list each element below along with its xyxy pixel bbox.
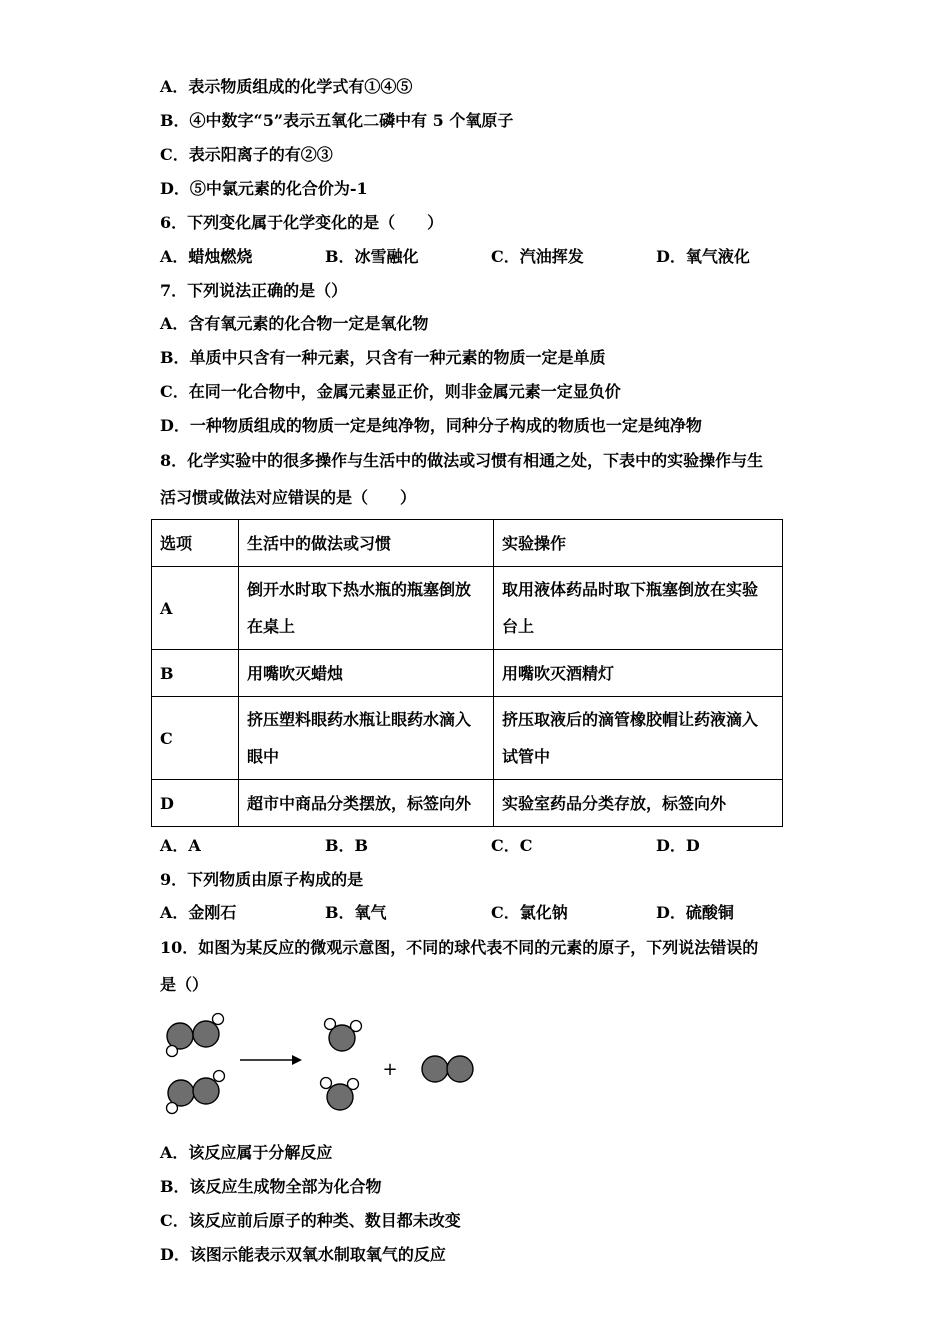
reactant-molecule-1: [167, 1014, 224, 1057]
q9-option-d: D．硫酸铜: [656, 903, 734, 922]
reaction-arrow-icon: [240, 1055, 302, 1065]
atom-small: [325, 1019, 336, 1030]
q6-stem: 6．下列变化属于化学变化的是（ ）: [160, 213, 444, 232]
reactant-molecule-2: [167, 1071, 225, 1114]
table-cell-option: D: [152, 780, 239, 827]
q9-option-c: C．氯化钠: [491, 903, 568, 922]
atom-small: [167, 1103, 178, 1114]
atom-small: [167, 1046, 178, 1057]
product-molecule-2: [321, 1078, 359, 1111]
atom-large: [193, 1021, 219, 1047]
atom-small: [348, 1079, 359, 1090]
table-header-option: 选项: [152, 520, 239, 567]
product-molecule-1: [325, 1019, 362, 1052]
q10-option-d: D．该图示能表示双氧水制取氧气的反应: [160, 1245, 446, 1264]
q5-option-b: B．④中数字“5”表示五氧化二磷中有 5 个氧原子: [160, 111, 514, 130]
q5-option-a: A．表示物质组成的化学式有①④⑤: [160, 77, 413, 96]
q10-stem-line1: 10．如图为某反应的微观示意图，不同的球代表不同的元素的原子，下列说法错误的: [160, 938, 759, 957]
q6-option-d: D．氧气液化: [656, 247, 750, 266]
cell-text-line: 倒开水时取下热水瓶的瓶塞倒放: [247, 580, 472, 599]
reaction-diagram: [160, 1010, 490, 1120]
table-cell-lab: [494, 567, 783, 650]
table-header-lab: 实验操作: [494, 520, 783, 567]
q8-option-b: B．B: [325, 836, 369, 855]
q7-option-c: C．在同一化合物中，金属元素显正价，则非金属元素一定显负价: [160, 382, 621, 401]
table-cell-option: A: [152, 567, 239, 650]
q6-option-a: A．蜡烛燃烧: [160, 247, 253, 266]
q8-option-d: D．D: [656, 836, 700, 855]
q7-option-a: A．含有氧元素的化合物一定是氧化物: [160, 314, 429, 333]
q8-stem-line2: 活习惯或做法对应错误的是（ ）: [160, 488, 417, 507]
table-cell-life: [239, 697, 494, 780]
atom-small: [214, 1071, 225, 1082]
table-cell-lab: 用嘴吹灭酒精灯: [494, 650, 783, 697]
table-row: [152, 780, 783, 827]
cell-text-line: 眼中: [247, 747, 280, 766]
q8-stem-line1: 8．化学实验中的很多操作与生活中的做法或习惯有相通之处，下表中的实验操作与生: [160, 451, 764, 470]
product-molecule-3: [422, 1056, 473, 1082]
q6-option-b: B．冰雪融化: [325, 247, 419, 266]
atom-large: [193, 1078, 219, 1104]
atom-small: [321, 1078, 332, 1089]
atom-small: [351, 1021, 362, 1032]
atom-large: [447, 1056, 473, 1082]
cell-text-line: 试管中: [502, 747, 551, 766]
atom-large: [422, 1056, 448, 1082]
q7-stem: 7．下列说法正确的是（）: [160, 281, 348, 300]
table-cell-life: 用嘴吹灭蜡烛: [239, 650, 494, 697]
table-cell-option: C: [152, 697, 239, 780]
q8-table: [151, 519, 783, 827]
cell-text-line: 挤压塑料眼药水瓶让眼药水滴入: [247, 710, 472, 729]
table-row: [152, 567, 783, 650]
table-row: [152, 697, 783, 780]
table-header-life: 生活中的做法或习惯: [239, 520, 494, 567]
table-header-row: [152, 520, 783, 567]
plus-sign: +: [382, 1059, 398, 1080]
q7-option-b: B．单质中只含有一种元素，只含有一种元素的物质一定是单质: [160, 348, 606, 367]
q7-option-d: D．一种物质组成的物质一定是纯净物，同种分子构成的物质也一定是纯净物: [160, 416, 702, 435]
q5-option-c: C．表示阳离子的有②③: [160, 145, 333, 164]
cell-text-line: 在桌上: [247, 617, 296, 636]
atom-small: [213, 1014, 224, 1025]
cell-text-line: 台上: [502, 617, 535, 636]
table-cell-lab: 实验室药品分类存放，标签向外: [494, 780, 783, 827]
q10-option-c: C．该反应前后原子的种类、数目都未改变: [160, 1211, 461, 1230]
q5-option-d: D．⑤中氯元素的化合价为-1: [160, 179, 368, 198]
table-row: [152, 650, 783, 697]
q10-option-b: B．该反应生成物全部为化合物: [160, 1177, 382, 1196]
q9-option-b: B．氧气: [325, 903, 387, 922]
q8-option-c: C．C: [491, 836, 533, 855]
table-cell-option: B: [152, 650, 239, 697]
cell-text-line: 取用液体药品时取下瓶塞倒放在实验: [502, 580, 759, 599]
q8-option-a: A．A: [160, 836, 201, 855]
q10-option-a: A．该反应属于分解反应: [160, 1143, 333, 1162]
table-cell-life: 超市中商品分类摆放，标签向外: [239, 780, 494, 827]
table-cell-lab: [494, 697, 783, 780]
cell-text-line: 挤压取液后的滴管橡胶帽让药液滴入: [502, 710, 759, 729]
q6-option-c: C．汽油挥发: [491, 247, 584, 266]
q9-option-a: A．金刚石: [160, 903, 237, 922]
q10-stem-line2: 是（）: [160, 975, 209, 994]
table-cell-life: [239, 567, 494, 650]
q9-stem: 9．下列物质由原子构成的是: [160, 870, 364, 889]
